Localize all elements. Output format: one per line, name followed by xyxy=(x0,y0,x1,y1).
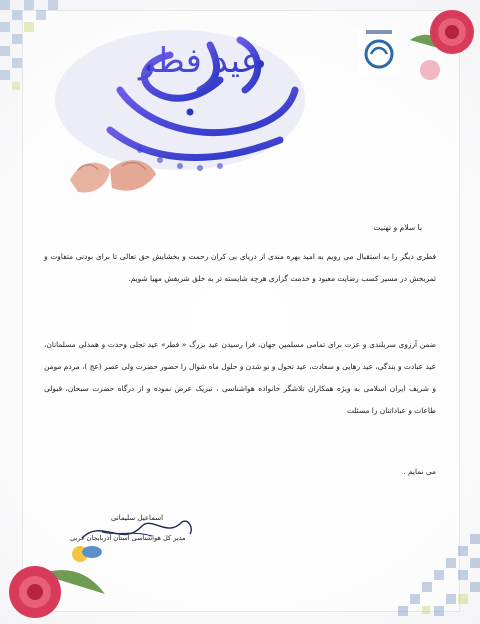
paragraph-3: می نمایم . xyxy=(403,467,436,476)
praying-hands-icon xyxy=(70,160,156,192)
paragraph-1: فطری دیگر را به استقبال می رویم به امید بهره مندی از دریای بی کران رحمت و بخشایش حق تعالی تا برای بودنی متفاوت و ثمربخش در مسیر کسب رضایت معبود و خدمت گزاری هرچه شایسته تر به خلق شریفش مهیا شویم. xyxy=(44,252,436,283)
rose-flower-icon xyxy=(400,0,480,90)
signature-title: مدیر کل هواشناسی استان آذربایجان غربی xyxy=(70,534,186,542)
greeting-line: با سلام و تهنیت xyxy=(373,223,422,232)
handwritten-signature xyxy=(72,508,202,552)
meteorology-logo-icon xyxy=(358,28,400,76)
signature-name: اسماعیل سلیمانی xyxy=(110,514,164,522)
bottom-right-tile-decoration xyxy=(330,534,480,624)
paragraph-2: ضمن آرزوی سربلندی و عزت برای تمامی مسلمین جهان، فرا رسیدن عید بزرگ « فطر» عید تجلی وحدت و همدلی مسلمانان، عید عبادت و بندگی، عید رهایی و سعادت، عید تحول و نو شدن و حلول ماه شوال را حضور حضرت ولی عصر (عج )، مردم مومن و شریف ایران اسلامی به ویژه همکاران تلاشگر خانواده هواشناسی ، تبریک عرض نموده و از درگاه حضرت سبحان، قبولی طاعات و عباداتتان را مسئلت xyxy=(44,340,436,415)
calligraphy-heading: عید فطر xyxy=(138,41,262,81)
eid-fitr-calligraphy-art xyxy=(50,20,320,210)
